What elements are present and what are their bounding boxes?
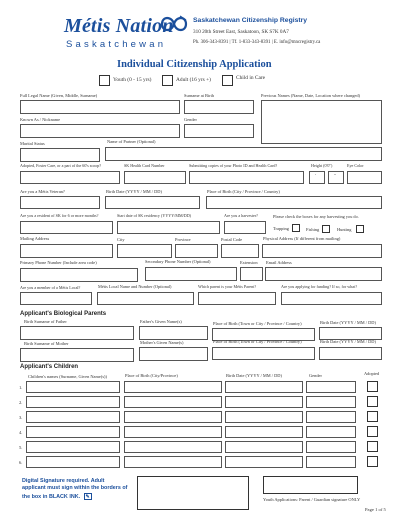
health-card-label: SK Health Card Number [124,163,165,168]
health-card-field[interactable] [124,171,186,184]
children-col-adopted: Adopted [364,371,380,376]
child-adopted-checkbox[interactable] [367,411,378,422]
infinity-flag-icon [160,14,188,34]
signature-notice-line2: applicant must sign within the borders of [22,485,128,492]
mother-pob-field[interactable] [212,347,315,360]
category-youth-label: Youth (0 - 15 yrs) [113,77,152,83]
sk-residency-start-field[interactable] [117,221,220,234]
child-name-field[interactable] [26,411,120,423]
child-adopted-checkbox[interactable] [367,381,378,392]
mailing-address-field[interactable] [20,244,113,258]
mother-surname-field[interactable] [20,348,134,362]
surname-at-birth-field[interactable] [184,100,254,114]
child-gender-field[interactable] [306,426,356,438]
child-adopted-checkbox[interactable] [367,426,378,437]
hunting-label: Hunting [337,227,352,232]
metis-local-name-label: Métis Local Name and Number (Optional) [98,284,172,289]
children-col-name: Children's names (Surname, Given Name(s)) [28,374,107,379]
eye-color-field[interactable] [347,171,382,184]
height-inches-field[interactable] [328,171,344,184]
parent-metis-field[interactable] [198,292,276,305]
org-contact: Ph. 306-343-8391 | Tf. 1-833-343-8391 | E. info@mncregistry.ca [193,40,321,45]
signature-notice-line1: Digital Signature required. Adult [22,478,105,484]
metis-local-name-field[interactable] [97,292,194,305]
category-adult-label: Adult (16 yrs +) [176,77,211,83]
father-dob-label: Birth Date (YYYY / MM / DD) [320,320,376,325]
funding-field[interactable] [281,292,382,305]
child-adopted-checkbox[interactable] [367,396,378,407]
logo-title: Métis Nation [64,15,174,37]
pen-icon: ✎ [85,493,90,500]
child-pob-field[interactable] [124,456,222,468]
place-of-birth-label: Place of Birth (City / Province / Country) [207,189,280,194]
father-given-label: Father's Given Name(s) [140,319,182,324]
height-inches-mark: " [334,173,336,178]
child-name-field[interactable] [26,441,120,453]
org-address: 310 20th Street East, Saskatoon, SK S7K 0A7 [193,29,289,35]
trapping-label: Trapping [273,226,289,231]
full-legal-name-label: Full Legal Name (Given, Middle, Surname) [20,93,98,98]
youth-signature-label: Youth Applications: Parent / Guardian signature ONLY [263,497,361,502]
category-child-in-care-label: Child in Care [236,75,266,81]
postal-code-field[interactable] [221,244,259,258]
youth-signature-box[interactable] [263,476,358,494]
partner-name-field[interactable] [105,147,382,161]
mother-given-field[interactable] [139,347,208,361]
full-legal-name-field[interactable] [20,100,180,114]
child-dob-field[interactable] [225,441,303,453]
signature-notice-line3: the box in BLACK INK. [22,493,81,500]
height-label: Height (0'0") [311,163,333,168]
known-as-field[interactable] [20,124,180,138]
child-pob-field[interactable] [124,441,222,453]
metis-veteran-label: Are you a Métis Veteran? [20,189,65,194]
fishing-checkbox[interactable] [322,225,330,233]
city-label: City [117,237,125,242]
mother-surname-label: Birth Surname of Mother [24,341,69,346]
marital-status-label: Marital Status [20,141,45,146]
trapping-checkbox[interactable] [292,224,300,232]
hunting-checkbox[interactable] [356,225,364,233]
child-gender-field[interactable] [306,456,356,468]
children-col-pob: Place of Birth (City/Province) [125,373,178,378]
org-name: Saskatchewan Citizenship Registry [193,17,308,24]
harvest-prompt: Please check the boxes for any harvesting you do. [273,214,359,219]
children-col-gender: Gender [309,373,322,378]
sk-resident-label: Are you a resident of SK for 6 or more months? [20,213,99,218]
child-name-field[interactable] [26,396,120,408]
adopted-label: Adopted, Foster Care, or a part of the 60's scoop? [20,163,102,168]
child-row-number: 1. [19,385,23,390]
eye-color-label: Eye Color [347,163,364,168]
logo-subtitle: Saskatchewan [66,39,167,50]
father-surname-field[interactable] [20,326,134,340]
child-adopted-checkbox[interactable] [367,456,378,467]
child-name-field[interactable] [26,381,120,393]
known-as-label: Known As / Nickname [20,117,61,122]
province-label: Province [175,237,191,242]
extension-label: Extension [240,260,258,265]
gender-label: Gender [184,117,197,122]
marital-status-field[interactable] [20,148,100,162]
email-label: Email Address [266,260,292,265]
surname-at-birth-label: Surname at Birth [184,93,214,98]
adopted-field[interactable] [20,171,120,184]
province-field[interactable] [175,244,218,258]
city-field[interactable] [117,244,172,258]
funding-label: Are you applying for funding? If so, for what? [281,284,358,289]
mother-pob-label: Place of Birth (Town or City / Province / Country) [213,339,302,344]
photo-id-field[interactable] [189,171,304,184]
metis-local-member-label: Are you a member of a Métis Local? [20,285,81,290]
category-youth-checkbox[interactable] [99,75,110,86]
birth-date-label: Birth Date (YYYY / MM / DD) [106,189,162,194]
child-name-field[interactable] [26,426,120,438]
harvester-label: Are you a harvester? [224,213,258,218]
mother-dob-field[interactable] [319,347,382,360]
height-feet-mark: ' [315,173,316,178]
sk-resident-field[interactable] [20,221,113,234]
secondary-phone-field[interactable] [145,267,237,281]
physical-address-label: Physical Address (If different from mailing) [263,236,341,241]
child-row-number: 2. [19,400,23,405]
gender-field[interactable] [184,124,254,138]
metis-veteran-field[interactable] [20,196,100,209]
previous-names-field[interactable] [261,100,382,144]
height-feet-field[interactable] [309,171,325,184]
child-pob-field[interactable] [124,381,222,393]
child-row-number: 5. [19,445,23,450]
mother-given-label: Mother's Given Name(s) [140,340,184,345]
primary-phone-label: Primary Phone Number (Include area code) [20,260,97,265]
category-child-in-care-checkbox[interactable] [222,75,233,86]
child-dob-field[interactable] [225,426,303,438]
child-name-field[interactable] [26,456,120,468]
child-adopted-checkbox[interactable] [367,441,378,452]
children-title: Applicant's Children [20,364,79,370]
metis-local-member-field[interactable] [20,292,92,305]
child-pob-field[interactable] [124,411,222,423]
fishing-label: Fishing [306,227,320,232]
category-adult-checkbox[interactable] [162,75,173,86]
child-dob-field[interactable] [225,396,303,408]
mailing-address-label: Mailing Address [20,236,50,241]
partner-name-label: Name of Partner (Optional) [107,139,156,144]
extension-field[interactable] [240,267,263,281]
child-dob-field[interactable] [225,456,303,468]
harvester-field[interactable] [224,221,266,234]
mother-dob-label: Birth Date (YYYY / MM / DD) [320,339,376,344]
child-row-number: 4. [19,430,23,435]
child-pob-field[interactable] [124,396,222,408]
child-gender-field[interactable] [306,381,356,393]
postal-code-label: Postal Code [221,237,243,242]
father-given-field[interactable] [139,326,208,340]
photo-id-label: Submitting copies of your Photo ID and Health Card? [189,163,278,168]
child-gender-field[interactable] [306,396,356,408]
place-of-birth-field[interactable] [206,196,382,209]
physical-address-field[interactable] [262,244,382,258]
father-surname-label: Birth Surname of Father [24,319,67,324]
signature-notice [22,478,127,501]
father-pob-label: Place of Birth (Town or City / Province / Country) [213,321,302,326]
birth-date-field[interactable] [105,196,200,209]
page-number: Page 1 of 5 [365,507,386,512]
biological-parents-title: Applicant's Biological Parents [20,311,107,317]
child-row-number: 3. [19,415,23,420]
child-gender-field[interactable] [306,411,356,423]
primary-phone-field[interactable] [20,268,138,282]
child-row-number: 6. [19,460,23,465]
child-pob-field[interactable] [124,426,222,438]
child-gender-field[interactable] [306,441,356,453]
sk-residency-start-label: Start date of SK residency (YYYY/MM/DD) [117,213,192,218]
parent-metis-label: Which parent is your Métis Parent? [198,284,257,289]
secondary-phone-label: Secondary Phone Number (Optional) [145,259,211,264]
child-dob-field[interactable] [225,381,303,393]
adult-signature-box[interactable] [137,476,249,510]
form-title: Individual Citizenship Application [117,59,272,70]
email-field[interactable] [265,267,382,281]
children-col-dob: Birth Date (YYYY / MM / DD) [226,373,282,378]
previous-names-label: Previous Names (Name, Date, Location where changed) [261,93,360,98]
child-dob-field[interactable] [225,411,303,423]
